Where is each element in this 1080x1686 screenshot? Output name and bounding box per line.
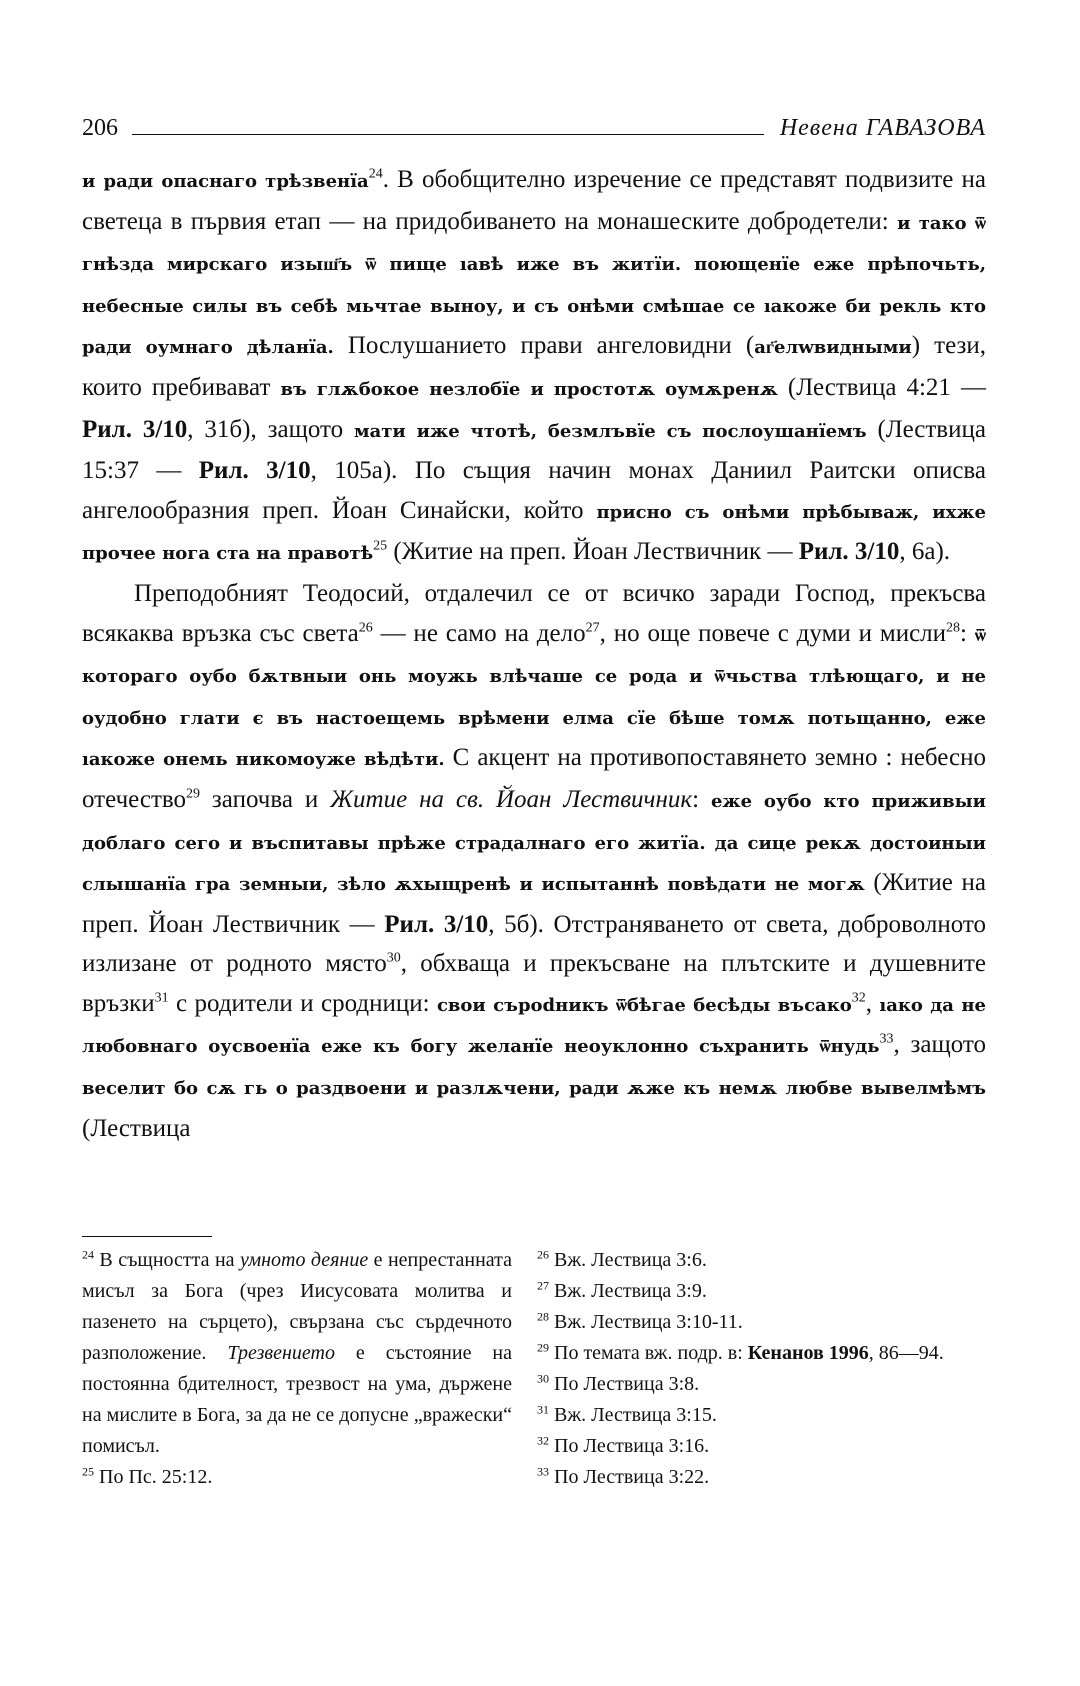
paragraph-1 xyxy=(82,160,986,574)
text-run: , 86—94. xyxy=(868,1342,944,1364)
text-run: , 5б). Отстраняването от света, доброволното излизане от родното място xyxy=(82,910,986,978)
footnote-32 xyxy=(537,1431,986,1462)
text-run: : xyxy=(692,785,711,813)
text-run: , обхваща и прекъсване на плътските и душевните връзки xyxy=(82,950,986,1017)
text-run: По Лествица 3:8. xyxy=(549,1373,700,1395)
text-run: (Лествица 4:21 — xyxy=(777,373,986,401)
footnote-ref: 32 xyxy=(851,990,866,1006)
text-run: Вж. Лествица 3:15. xyxy=(549,1404,717,1426)
text-run: — не само на дело xyxy=(372,619,586,647)
footnote-24 xyxy=(82,1245,512,1462)
text-run: В същността на xyxy=(94,1249,240,1271)
footnote-number: 33 xyxy=(537,1464,549,1479)
text-run: , 31б), защото xyxy=(187,415,354,443)
text-run: По Лествица 3:22. xyxy=(549,1466,710,1488)
footnote-ref: 25 xyxy=(373,539,388,555)
church-slavonic-quote: и тако ѿ гнѣзда мирскаго изыш҃ъ ѿ пище ıавѣ иже въ житїи. поющенїе еже прѣпочьть, небесные силы въ себѣ мьчтае выноу, и съ онѣми смѣшае се ıакоже би рекль кто ради оумнаго дѣланїа. xyxy=(82,212,987,359)
footnote-33 xyxy=(537,1462,986,1493)
text-run: По Пс. 25:12. xyxy=(94,1466,213,1488)
church-slavonic-quote: веселит бо сѫ гь о раздвоени и разлѫчени, ради ѫже къ немѫ любве вывелмѣмъ xyxy=(82,1078,986,1100)
footnote-29 xyxy=(537,1338,986,1369)
text-run: с родители и сродници: xyxy=(168,989,437,1017)
footnote-number: 32 xyxy=(537,1433,549,1448)
church-slavonic-quote: ѿ котораго оубо бѫтвныи онь моужь влѣчаше се рода и ѿчьства тлѣющаго, и не оудобно глати є въ настоещемь врѣмени елма сїе бѣше томѫ потьщанно, еже ıакоже онемь никомоуже вѣдѣти. xyxy=(82,624,986,771)
footnote-number: 31 xyxy=(537,1402,549,1417)
church-slavonic-quote: аг҃елwвидными xyxy=(754,337,912,359)
church-slavonic-quote: мати иже чтотѣ, безмлъвїе съ послоушанїемъ xyxy=(353,420,867,442)
text-run: Вж. Лествица 3:10-11. xyxy=(549,1311,743,1333)
text-run: . В обобщително изречение се представят подвизите на светеца в първия етап — на придобиването на монашеските добродетели: xyxy=(82,166,986,235)
text-run: , 105а). По същия начин монах Даниил Раитски описва ангелообразния преп. Йоан Синайски, който xyxy=(82,457,986,524)
text-run: , xyxy=(865,989,880,1017)
footnotes-right-column xyxy=(537,1245,986,1493)
footnote-ref: 26 xyxy=(358,620,373,636)
text-run: (Лествица xyxy=(82,1114,191,1142)
text-run: започва и xyxy=(200,785,331,813)
manuscript-ref: Рил. 3/10 xyxy=(82,415,188,443)
text-run: Вж. Лествица 3:9. xyxy=(549,1280,707,1302)
church-slavonic-quote: еже оубо кто приживыи доблаго сего и въспитавы прѣже страдалнаго его житїа. да сице рекѫ достоиныи слышанїа гра земныи, зѣло ѫхыщренѣ и испытаннѣ повѣдати не могѫ xyxy=(82,790,987,896)
text-run: е непрестанната мисъл за Бога (чрез Иисусовата молитва и пазенето на сърцето), свързана със сърдечното разположение. xyxy=(82,1249,513,1364)
running-header xyxy=(82,100,986,142)
text-run: (Житие на преп. Йоан Лествичник — xyxy=(82,869,986,938)
church-slavonic-quote: въ глѫбокое незлобїе и простотѫ оумѫренѫ xyxy=(280,378,778,400)
footnote-26 xyxy=(537,1245,986,1276)
church-slavonic-quote: присно съ онѣми прѣбываж, ихже прочее нога ста на правотѣ xyxy=(82,501,986,565)
footnote-ref: 28 xyxy=(946,620,961,636)
manuscript-ref: Рил. 3/10 xyxy=(198,457,311,485)
footnote-separator xyxy=(82,1236,212,1237)
footnote-number: 27 xyxy=(537,1278,549,1293)
bold-citation: Кенанов 1996 xyxy=(747,1342,869,1364)
text-run: , 6а). xyxy=(899,538,951,566)
italic-title: Житие на св. Йоан Лествичник xyxy=(330,785,693,813)
footnote-ref: 33 xyxy=(879,1032,894,1048)
text-run: е състояние на постоянна бдителност, трезвост на ума, държене на мислите в Бога, за да не се допусне „вражески“ помисъл. xyxy=(82,1342,512,1457)
header-rule xyxy=(132,134,764,135)
text-run: (Житие на преп. Йоан Лествичник — xyxy=(387,538,799,566)
footnote-number: 25 xyxy=(82,1464,94,1479)
manuscript-ref: Рил. 3/10 xyxy=(384,910,489,938)
header-author: Невена ГАВАЗОВА xyxy=(779,115,986,141)
text-run: ) тези, които пребивават xyxy=(82,332,986,401)
church-slavonic-quote: свои сърodникъ ѿбѣгае бесѣды въсако xyxy=(436,994,852,1016)
text-run: , защото xyxy=(893,1031,986,1059)
footnote-ref: 29 xyxy=(186,786,201,802)
text-run: Вж. Лествица 3:6. xyxy=(549,1249,707,1271)
footnote-30 xyxy=(537,1369,986,1400)
footnote-ref: 30 xyxy=(386,950,401,966)
footnote-number: 30 xyxy=(537,1371,549,1386)
footnote-number: 28 xyxy=(537,1309,549,1324)
text-run: Послушанието прави ангеловидни ( xyxy=(333,332,755,360)
text-run: По Лествица 3:16. xyxy=(549,1435,710,1457)
main-text xyxy=(82,160,986,1148)
italic-term: умното деяние xyxy=(239,1249,369,1271)
footnote-28 xyxy=(537,1307,986,1338)
page-number: 206 xyxy=(82,115,118,141)
footnotes-left-column xyxy=(82,1245,512,1493)
church-slavonic-quote: и ради опаснаго трѣзвенїа xyxy=(82,171,369,192)
footnote-27 xyxy=(537,1276,986,1307)
footnote-25 xyxy=(82,1462,512,1493)
text-run: Преподобният Теодосий, отдалечил се от всичко заради Господ, прекъсва всякаква връзка със света xyxy=(82,579,986,647)
paragraph-2 xyxy=(82,574,986,1148)
footnote-ref: 27 xyxy=(585,620,600,636)
text-run: , но още повече с думи и мисли xyxy=(599,619,947,647)
footnote-ref: 31 xyxy=(154,990,169,1006)
text-run: С акцент на противопоставянето земно : небесно отечество xyxy=(82,744,987,813)
footnote-number: 24 xyxy=(82,1247,94,1262)
footnote-number: 26 xyxy=(537,1247,549,1262)
church-slavonic-quote: ıако да не любовнаго оусвоенїа еже къ богу желанїе неоуклонно съхранить ѿнудь xyxy=(82,994,987,1058)
text-run: (Лествица 15:37 — xyxy=(82,415,986,485)
footnote-ref: 24 xyxy=(368,166,383,182)
italic-term: Трезвението xyxy=(227,1342,335,1364)
manuscript-ref: Рил. 3/10 xyxy=(798,538,900,566)
footnote-31 xyxy=(537,1400,986,1431)
footnote-number: 29 xyxy=(537,1340,549,1355)
text-run: : xyxy=(960,619,975,647)
text-run: По темата вж. подр. в: xyxy=(549,1342,748,1364)
